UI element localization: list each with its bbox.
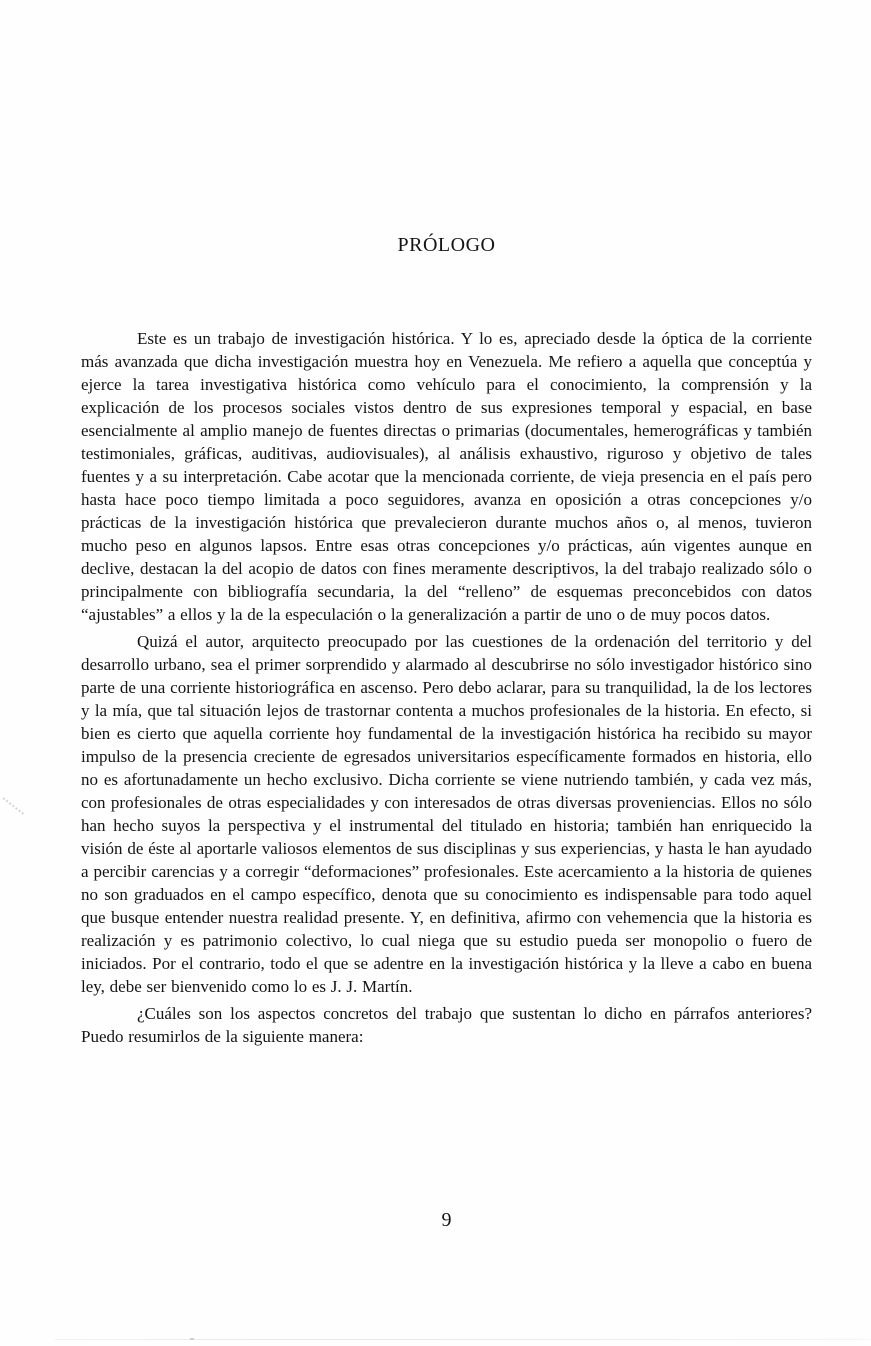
paragraph-1: Este es un trabajo de investigación histórica. Y lo es, apreciado desde la óptica de la corriente más avanzada que dicha investigación muestra hoy en Venezuela. Me refiero a aquella que conceptúa y ejerce la tarea investigativa histórica como vehículo para el conocimiento, la comprensión y la explicación de los procesos sociales vistos dentro de sus expresiones temporal y espacial, en base esencialmente al amplio manejo de fuentes directas o primarias (documentales, hemerográficas y también testimoniales, gráficas, auditivas, audiovisuales), al análisis exhaustivo, riguroso y objetivo de tales fuentes y a su interpretación. Cabe acotar que la mencionada corriente, de vieja presencia en el país pero hasta hace poco tiempo limitada a poco seguidores, avanza en oposición a otras concepciones y/o prácticas de la investigación histórica que prevalecieron durante muchos años o, al menos, tuvieron mucho peso en algunos lapsos. Entre esas otras concepciones y/o prácticas, aún vigentes aunque en declive, destacan la del acopio de datos con fines meramente descriptivos, la del trabajo realizado sólo o principalmente con bibliografía secundaria, la del “relleno” de esquemas preconcebidos con datos “ajustables” a ellos y la de la especulación o la generalización a partir de uno o de muy pocos datos. — [81, 329, 812, 624]
scan-edge-line-artifact — [55, 1339, 871, 1340]
scan-speck-artifact — [190, 1338, 194, 1340]
paragraph-2: Quizá el autor, arquitecto preocupado por las cuestiones de la ordenación del territorio y del desarrollo urbano, sea el primer sorprendido y alarmado al descubrirse no sólo investigador histórico sino parte de una corriente historiográfica en ascenso. Pero debo aclarar, para su tranquilidad, la de los lectores y la mía, que tal situación lejos de trastornar contenta a muchos profesionales de la historia. En efecto, si bien es cierto que aquella corriente hoy fundamental de la investigación histórica ha recibido su mayor impulso de la presencia creciente de egresados universitarios específicamente formados en historia, ello no es afortunadamente un hecho exclusivo. Dicha corriente se viene nutriendo también, y cada vez más, con profesionales de otras especialidades y con interesados de otras diversas proveniencias. Ellos no sólo han hecho suyos la perspectiva y el instrumental del titulado en historia; también han enriquecido la visión de éste al aportarle valiosos elementos de sus disciplinas y sus experiencias, y hasta le han ayudado a percibir carencias y a corregir “deformaciones” profesionales. Este acercamiento a la historia de quienes no son graduados en el campo específico, denota que su conocimiento es indispensable para todo aquel que busque entender nuestra realidad presente. Y, en definitiva, afirmo con vehemencia que la historia es realización y es patrimonio colectivo, lo cual niega que su estudio pueda ser monopolio o fuero de iniciados. Por el contrario, todo el que se adentre en la investigación histórica y la lleve a cabo en buena ley, debe ser bienvenido como lo es J. J. Martín. — [81, 632, 812, 996]
page-title: PRÓLOGO — [397, 234, 496, 256]
page-number: 9 — [441, 1209, 452, 1231]
paragraph-3: ¿Cuáles son los aspectos concretos del trabajo que sustentan lo dicho en párrafos anteriores? Puedo resumirlos de la siguiente manera: — [81, 1004, 812, 1046]
text-column — [81, 233, 812, 1048]
scan-scratch-artifact — [2, 797, 24, 815]
